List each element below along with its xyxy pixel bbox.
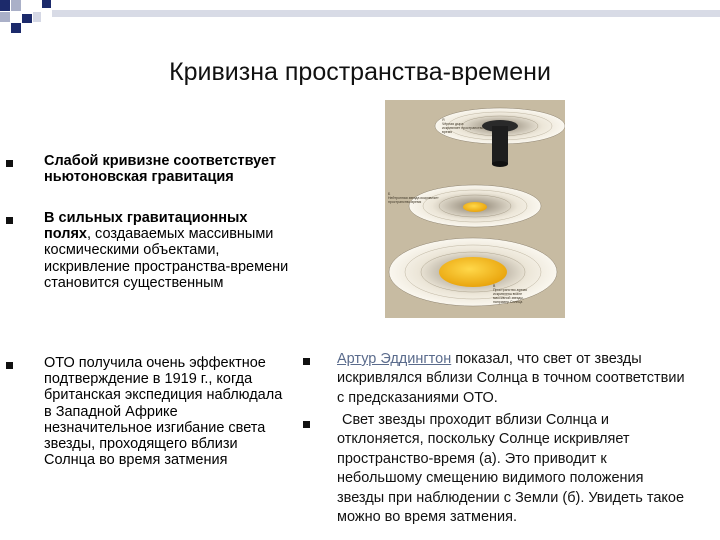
page-title: Кривизна пространства-времени xyxy=(169,58,551,86)
bullet-confirmation: ОТО получила очень эффектное подтверждение в 1919 г., когда британская экспедиция наблюдала в Западной Африке незначительное изгибание света звезды, проходящего вблизи Солнца во время затмения xyxy=(44,355,283,469)
bullet-marker xyxy=(303,358,310,365)
strong-fields-rest: , создаваемых массивными космическими объектами, искривление пространства-времени становится существенным xyxy=(44,226,289,291)
bullet-marker xyxy=(6,160,13,167)
bullet-weak-curvature: Слабой кривизне соответствует ньютоновская гравитация xyxy=(44,153,277,186)
spacetime-curvature-figure xyxy=(385,100,565,318)
bullet-strong-fields xyxy=(44,210,294,291)
caption-neutron-star: Б Нейтронная звезда искривляет пространство-время xyxy=(388,192,439,204)
caption-sun: В Пространство-время искривлено возле массивной звезды, например Солнца xyxy=(493,284,527,304)
bullet-star-light: Свет звезды проходит вблизи Солнца и отклоняется, поскольку Солнце искривляет пространство-время (а). Это приводит к небольшому смещению видимого положения звезды при наблюдении с Земли (б). Увидеть такое можно во время затмения. xyxy=(337,412,685,526)
corner-decoration xyxy=(0,0,720,40)
eddington-link[interactable]: Артур Эддингтон xyxy=(337,351,452,367)
strong-fields-bold: В сильных гравитационных полях xyxy=(44,210,248,243)
caption-black-hole: Я Чёрная дыра искривляет пространство- время xyxy=(442,118,485,134)
bullet-marker xyxy=(6,362,13,369)
bullet-marker xyxy=(6,217,13,224)
bullet-marker xyxy=(303,421,310,428)
bullet-eddington xyxy=(337,350,687,408)
eddington-text: показал, что свет от звезды искривлялся вблизи Солнца в точном соответствии с предсказаниями ОТО. xyxy=(337,351,685,406)
